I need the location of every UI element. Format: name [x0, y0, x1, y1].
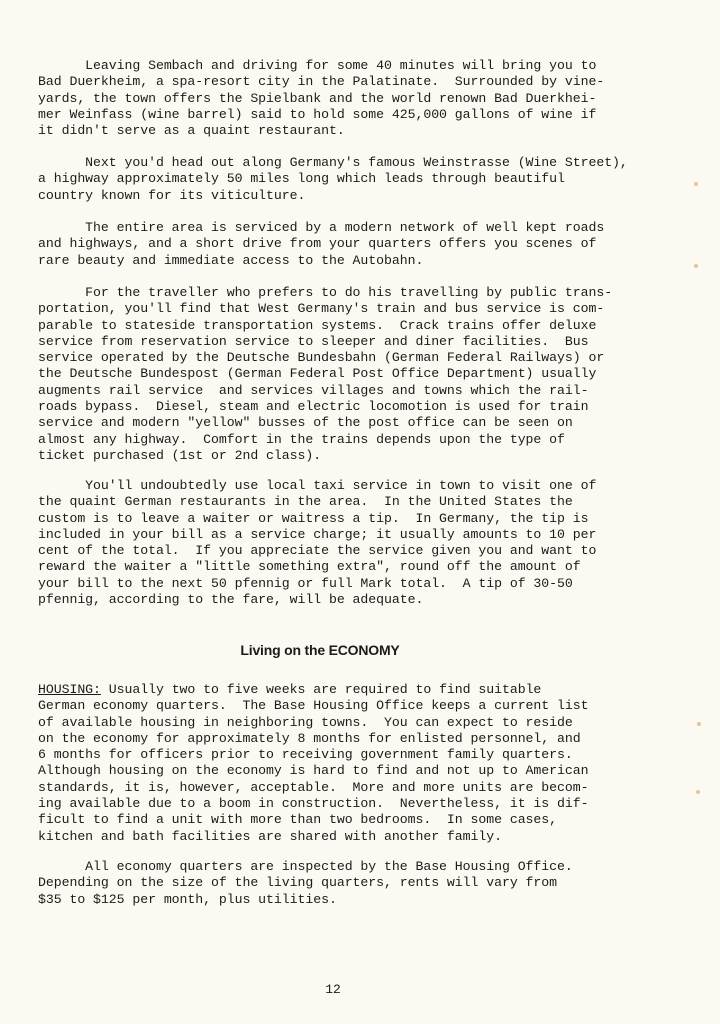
paragraph-taxi-tips: You'll undoubtedly use local taxi service in town to visit one of the quaint German restaurants in the area. In the United States the custom is to leave a waiter or waitress a tip. In Germany, the tip is included in your bill as a service charge; it usually amounts to 10 per cent of the total. If you appreciate the service given you and want to reward the waiter a "little something extra", round off the amount of your bill to the next 50 pfennig or full Mark total. A tip of 30-50 pfennig, according to the fare, will be adequate. — [38, 478, 597, 608]
housing-label: HOUSING: — [38, 682, 101, 697]
paragraph-housing — [38, 682, 588, 845]
page-number: 12 — [325, 982, 341, 997]
paper-speck — [696, 790, 700, 794]
paragraph-public-transportation: For the traveller who prefers to do his travelling by public trans- portation, you'll find that West Germany's train and bus service is com- parable to stateside transportation systems. Crack trains offer deluxe service from reservation service to sleeper and diner facilities. Bus service operated by the Deutsche Bundesbahn (German Federal Railways) or the Deutsche Bundespost (German Federal Post Office Department) usually augments rail service and services villages and towns which the rail- roads bypass. Diesel, steam and electric locomotion is used for train service and modern "yellow" busses of the post office can be seen on almost any highway. Comfort in the trains depends upon the type of ticket purchased (1st or 2nd class). — [38, 285, 613, 463]
housing-text: Usually two to five weeks are required to find suitable German economy quarters. The Base Housing Office keeps a current list of available housing in neighboring towns. You can expect to reside on the economy for approximately 8 months for enlisted personnel, and 6 months for officers prior to receiving government family quarters. Although housing on the economy is hard to find and not up to American standards, it is, however, acceptable. More and more units are becom- ing available due to a boom in construction. Nevertheless, it is dif- ficult to find a unit with more than two bedrooms. In some cases, kitchen and bath facilities are shared with another family. — [38, 682, 589, 844]
paragraph-inspection-rents: All economy quarters are inspected by the Base Housing Office. Depending on the size of the living quarters, rents will vary from $35 to $125 per month, plus utilities. — [38, 859, 573, 907]
paragraph-weinstrasse: Next you'd head out along Germany's famous Weinstrasse (Wine Street), a highway approximately 50 miles long which leads through beautiful country known for its viticulture. — [38, 155, 628, 203]
paper-speck — [697, 722, 701, 726]
section-heading: Living on the ECONOMY — [240, 642, 400, 658]
paragraph-bad-duerkheim: Leaving Sembach and driving for some 40 minutes will bring you to Bad Duerkheim, a spa-resort city in the Palatinate. Surrounded by vine- yards, the town offers the Spielbank and the world renown Bad Duerkhei- mer Weinfass (wine barrel) said to hold some 425,000 gallons of wine if it didn't serve as a quaint restaurant. — [38, 58, 605, 139]
paragraph-roads: The entire area is serviced by a modern network of well kept roads and highways, and a short drive from your quarters offers you scenes of rare beauty and immediate access to the Autobahn. — [38, 220, 605, 268]
paper-speck — [694, 264, 698, 268]
paper-speck — [694, 182, 698, 186]
